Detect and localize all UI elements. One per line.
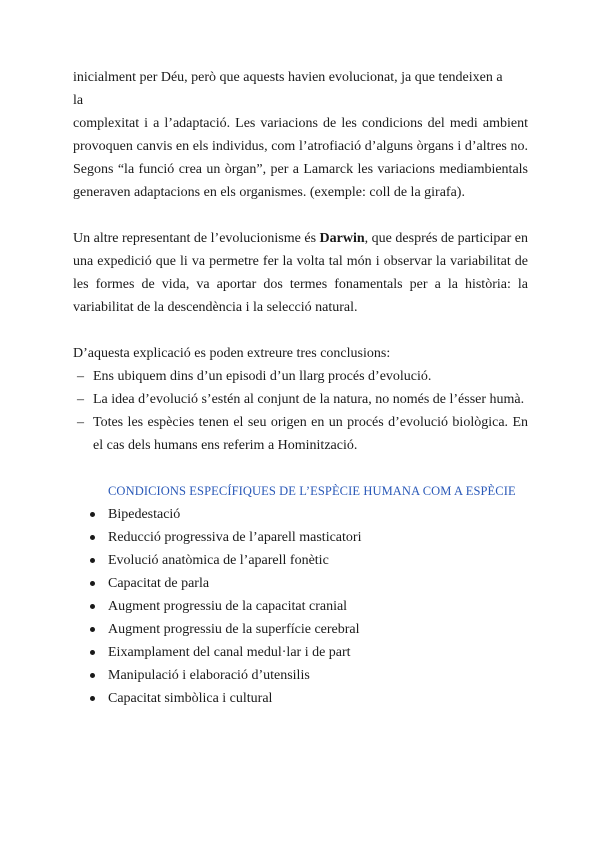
section-heading: CONDICIONS ESPECÍFIQUES DE L’ESPÈCIE HUMANA COM A ESPÈCIE [108, 484, 516, 498]
intro-paragraph [73, 66, 528, 204]
list-item: Manipulació i elaboració d’utensilis [73, 664, 528, 687]
conditions-list [73, 503, 528, 710]
dash-marker: – [77, 392, 84, 407]
bullet-icon [90, 650, 95, 655]
list-item: Augment progressiu de la superfície cerebral [73, 618, 528, 641]
list-item: Evolució anatòmica de l’aparell fonètic [73, 549, 528, 572]
conclusion-item: – La idea d’evolució s’estén al conjunt de la natura, no només de l’ésser humà. [73, 388, 528, 411]
intro-text: complexitat i a l’adaptació. Les variacions de les condicions del medi ambient provoquen canvis en els individus, com l’atrofiació d’alguns òrgans i d’altres no. Segons “la funció crea un òrgan”, per a Lamarck les variacions mediambientals generaven adaptacions en els organismes. (exemple: coll de la girafa). [73, 116, 528, 200]
conclusions-list [73, 365, 528, 457]
bullet-icon [90, 627, 95, 632]
bullet-icon [90, 512, 95, 517]
darwin-name: Darwin [319, 231, 365, 246]
bullet-icon [90, 604, 95, 609]
list-item: Bipedestació [73, 503, 528, 526]
dash-marker: – [77, 415, 84, 430]
darwin-paragraph [73, 227, 528, 319]
document-page [73, 66, 528, 710]
bullet-icon [90, 673, 95, 678]
list-item: Capacitat simbòlica i cultural [73, 687, 528, 710]
bullet-icon [90, 581, 95, 586]
list-item: Capacitat de parla [73, 572, 528, 595]
bullet-icon [90, 696, 95, 701]
list-item: Augment progressiu de la capacitat cranial [73, 595, 528, 618]
bullet-icon [90, 558, 95, 563]
list-item: Eixamplament del canal medul·lar i de part [73, 641, 528, 664]
darwin-text-before: Un altre representant de l’evolucionisme és [73, 231, 320, 246]
intro-line-2: la [73, 93, 84, 108]
conclusion-item: – Totes les espècies tenen el seu origen en un procés d’evolució biològica. En el cas dels humans ens referim a Hominització. [73, 411, 528, 457]
conclusions-intro: D’aquesta explicació es poden extreure tres conclusions: [73, 346, 391, 361]
list-item: Reducció progressiva de l’aparell masticatori [73, 526, 528, 549]
bullet-icon [90, 535, 95, 540]
dash-marker: – [77, 369, 84, 384]
darwin-text-after: , que després de participar en una expedició que li va permetre fer la volta tal món i observar la variabilitat de les formes de vida, va aportar dos termes fonamentals per a la història: la variabilitat de la descendència i la selecció natural. [73, 231, 528, 315]
intro-line-1: inicialment per Déu, però que aquests havien evolucionat, ja que tendeixen a [73, 70, 503, 85]
conclusion-item: – Ens ubiquem dins d’un episodi d’un llarg procés d’evolució. [73, 365, 528, 388]
